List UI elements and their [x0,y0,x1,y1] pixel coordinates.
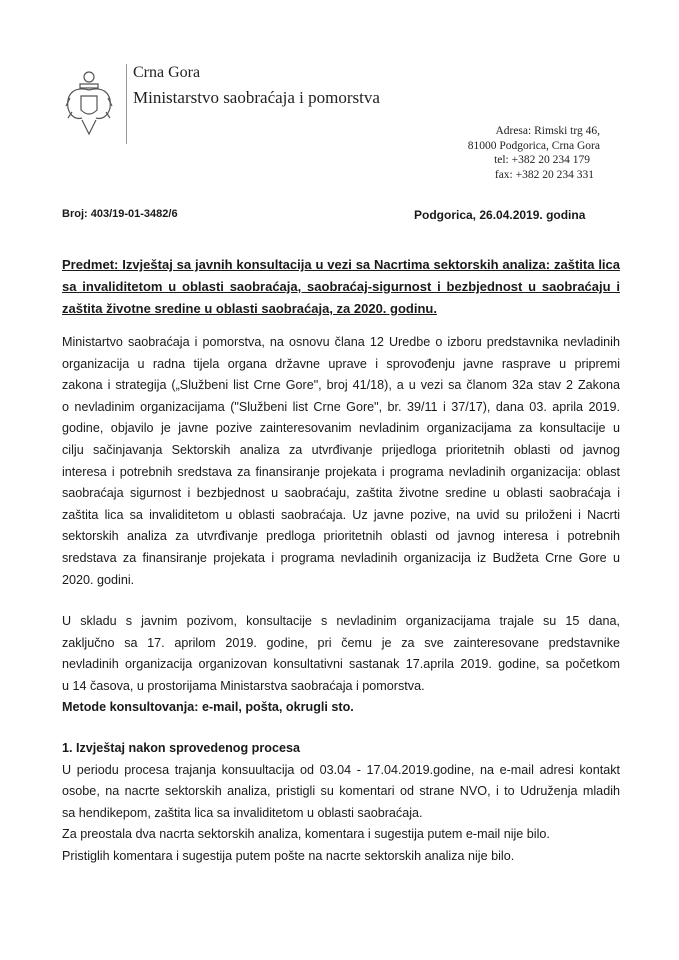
subject-line: sa invaliditetom u oblasti saobraćaja, saobraćaj-sigurnost i bezbjednost u saobraćaju i [62,279,620,294]
coat-of-arms-emblem [62,68,116,140]
text-line: interesa i potrebnih sredstava za finansiranje projekata i programa nevladinih organizacija: oblast [62,464,620,479]
text-line: sa hendikepom, zaštita lica sa invaliditetom u oblasti saobraćaja. [62,805,423,820]
text-line: nevladinih organizacija organizovan konsultativni sastanak 17.aprila 2019. godine, sa početkom [62,657,620,672]
paragraph-1 [62,332,620,591]
subject-line: Predmet: Izvještaj sa javnih konsultacija u vezi sa Nacrtima sektorskih analiza: zaštita lica [62,257,620,272]
section-heading: 1. Izvještaj nakon sprovedenog procesa [62,741,300,755]
text-line: organizacija u radna tijela organa državne uprave i sprovođenju javne rasprave u pripremi [62,356,620,371]
text-line: Pristiglih komentara i sugestija putem pošte na nacrte sektorskih analiza nije bilo. [62,848,515,863]
fax-line: fax: +382 20 234 331 [494,168,594,181]
text-line: 2020. godini. [62,572,135,587]
text-line: U periodu procesa trajanja konsuultacija od 03.04 - 17.04.2019.godine, na e-mail adresi kontakt [62,762,620,777]
text-line: zakona i strategija („Službeni list Crne Gore", broj 41/18), a u vezi sa članom 32a stav 2 Zakona [62,378,620,393]
text-line: zaključno sa 17. aprilom 2019. godine, pri čemu je za sve zainteresovane predstavnike [62,635,620,650]
text-line: o nevladinim organizacijama ("Službeni list Crne Gore", br. 39/11 i 37/17), dana 03. aprila 2019. [62,399,620,414]
text-line: u 14 časova, u prostorijama Ministarstva saobraćaja i pomorstva. [62,678,425,693]
subject-line: zaštita životne sredine u oblasti saobraćaja, za 2020. godinu. [62,301,437,316]
text-line: Za preostala dva nacrta sektorskih analiza, komentara i sugestija putem e-mail nije bilo. [62,827,550,842]
document-date: Podgorica, 26.04.2019. godina [414,208,586,222]
letterhead-divider [126,64,127,144]
text-line: godine, objavilo je javne pozive zainteresovanim nevladinim organizacijama za konsultacije u [62,421,620,436]
subject [62,254,620,320]
text-line: cilju sačinjavanja Sektorskih analiza za utvrđivanje prijedloga prioritetnih oblasti od javnog [62,442,620,457]
address-line: 81000 Podgorica, Crna Gora [467,139,600,152]
text-line: osobe, na nacrte sektorskih analiza, pristigli su komentari od strane NVO, i to Udruženja mladih [62,784,620,799]
text-line: Ministartvo saobraćaja i pomorstva, na osnovu člana 12 Uredbe o izboru predstavnika nevladinih [62,335,620,349]
paragraph-2 [62,611,620,719]
letterhead-ministry: Ministarstvo saobraćaja i pomorstva [133,88,380,107]
section-1 [62,738,620,868]
letterhead-country: Crna Gora [133,64,201,81]
address-line: Adresa: Rimski trg 46, [495,125,600,137]
text-line: sektorskih analiza za utvrđivanje predloga prioritetnih oblasti od javnog interesa i potrebnih [62,529,620,544]
text-line: saobraćaja sigurnost i bezbjednost u saobraćaju, zaštita životne sredine u oblasti saobraćaja i [62,486,620,501]
reference-number: Broj: 403/19-01-3482/6 [62,208,178,220]
phone-line: tel: +382 20 234 179 [494,154,590,166]
text-line: U skladu s javnim pozivom, konsultacije s nevladinim organizacijama trajale su 15 dana, [62,614,620,628]
text-line: sredstava za finansiranje projekata i programa nevladinih organizacija iz Budžeta Crne Gore u [62,550,620,565]
text-line: zaštita lica sa invaliditetom u oblasti saobraćaja. Uz javne pozive, na uvid su priloženi i Nacrti [62,507,620,522]
consultation-methods: Metode konsultovanja: e-mail, pošta, okrugli sto. [62,700,354,715]
letterhead-address [468,124,600,182]
